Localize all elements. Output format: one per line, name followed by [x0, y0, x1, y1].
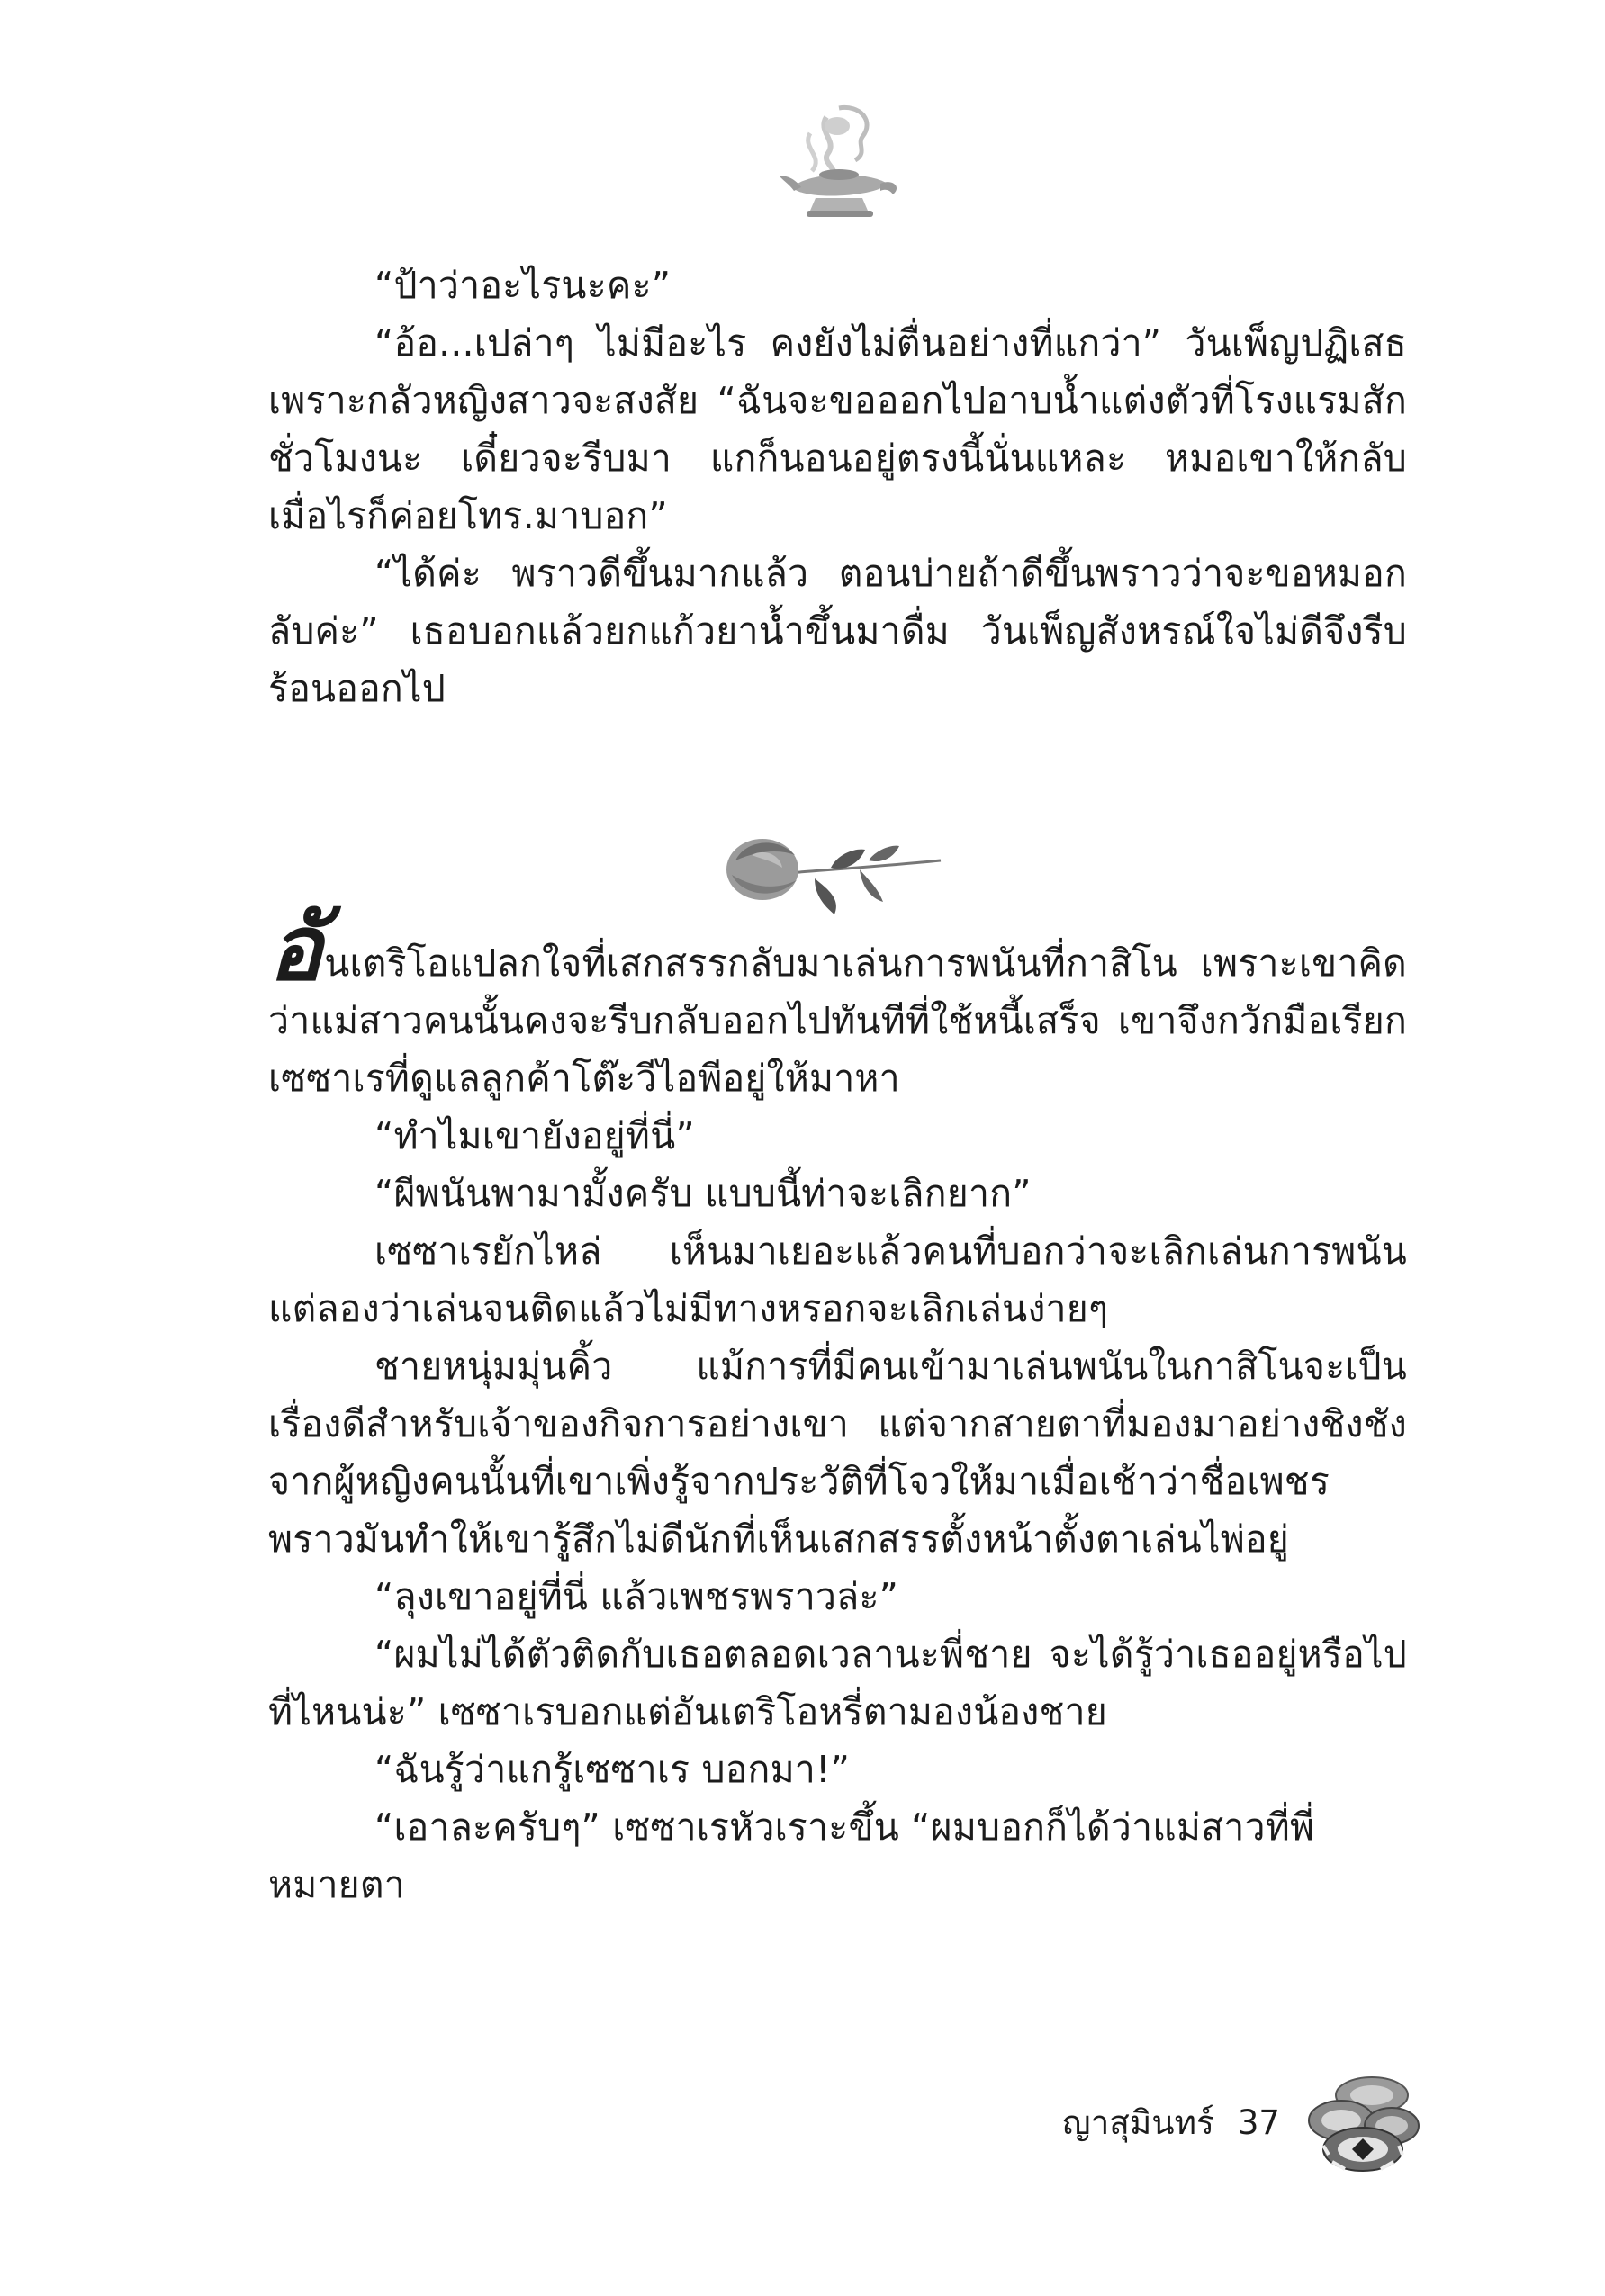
paragraph: “ป้าว่าอะไรนะคะ”: [374, 264, 672, 307]
paragraph: “ทำไมเขายังอยู่ที่นี่”: [374, 1114, 695, 1157]
author-name: ญาสุมินทร์: [1062, 2102, 1214, 2142]
paragraph: “ลุงเขาอยู่ที่นี่ แล้วเพชรพราวล่ะ”: [374, 1575, 899, 1618]
page-number: 37: [1237, 2102, 1280, 2142]
section-1-text: [268, 257, 1407, 717]
paragraph: เซซาเรยักไหล่ เห็นมาเยอะแล้วคนที่บอกว่าจะเลิกเล่นการพนัน แต่ลองว่าเล่นจนติดแล้วไม่มีทางหรอกจะเลิกเล่นง่ายๆ: [268, 1229, 1407, 1330]
page-footer: [1062, 2095, 1280, 2149]
paragraph: “ผีพนันพามามั้งครับ แบบนี้ท่าจะเลิกยาก”: [374, 1172, 1032, 1215]
drop-cap: อั: [268, 895, 323, 1001]
casino-chips-icon: [1305, 2068, 1422, 2174]
paragraph-text: นเตริโอแปลกใจที่เสกสรรกลับมาเล่นการพนันที่กาสิโน เพราะเขาคิดว่าแม่สาวคนนั้นคงจะรีบกลับออกไปทันทีที่ใช้หนี้เสร็จ เขาจึงกวักมือเรียกเซซาเรที่ดูแลลูกค้าโต๊ะวีไอพีอยู่ให้มาหา: [268, 941, 1407, 1100]
paragraph: ชายหนุ่มมุ่นคิ้ว แม้การที่มีคนเข้ามาเล่นพนันในกาสิโนจะเป็นเรื่องดีสำหรับเจ้าของกิจการอย่างเขา แต่จากสายตาที่มองมาอย่างชิงชังจากผู้หญิงคนนั้นที่เขาเพิ่งรู้จากประวัติที่โจวให้มาเมื่อเช้าว่าชื่อเพชรพราวมันทำให้เขารู้สึกไม่ดีนักที่เห็นเสกสรรตั้งหน้าตั้งตาเล่นไพ่อยู่: [268, 1345, 1407, 1561]
paragraph: “ได้ค่ะ พราวดีขึ้นมากแล้ว ตอนบ่ายถ้าดีขึ้นพราวว่าจะขอหมอกลับค่ะ” เธอบอกแล้วยกแก้วยาน้ำขึ้นมาดื่ม วันเพ็ญสังหรณ์ใจไม่ดีจึงรีบร้อนออกไป: [268, 552, 1407, 710]
section-2-text: [268, 895, 1407, 1913]
paragraph: “อ้อ...เปล่าๆ ไม่มีอะไร คงยังไม่ตื่นอย่างที่แกว่า” วันเพ็ญปฏิเสธเพราะกลัวหญิงสาวจะสงสัย “ฉันจะขอออกไปอาบน้ำแต่งตัวที่โรงแรมสักชั่วโมงนะ เดี๋ยวจะรีบมา แกก็นอนอยู่ตรงนี้นั่นแหละ หมอเขาให้กลับเมื่อไรก็ค่อยโทร.มาบอก”: [268, 321, 1407, 537]
paragraph-with-dropcap: [268, 895, 1407, 1107]
paragraph: “เอาละครับๆ” เซซาเรหัวเราะขึ้น “ผมบอกก็ได้ว่าแม่สาวที่พี่หมายตา: [268, 1805, 1315, 1906]
paragraph: “ฉันรู้ว่าแกรู้เซซาเร บอกมา!”: [374, 1748, 851, 1791]
paragraph: “ผมไม่ได้ตัวติดกับเธอตลอดเวลานะพี่ชาย จะได้รู้ว่าเธออยู่หรือไปที่ไหนน่ะ” เซซาเรบอกแต่อันเตริโอหรี่ตามองน้องชาย: [268, 1633, 1407, 1733]
genie-lamp-icon: [774, 101, 909, 227]
rose-icon: [725, 828, 945, 918]
